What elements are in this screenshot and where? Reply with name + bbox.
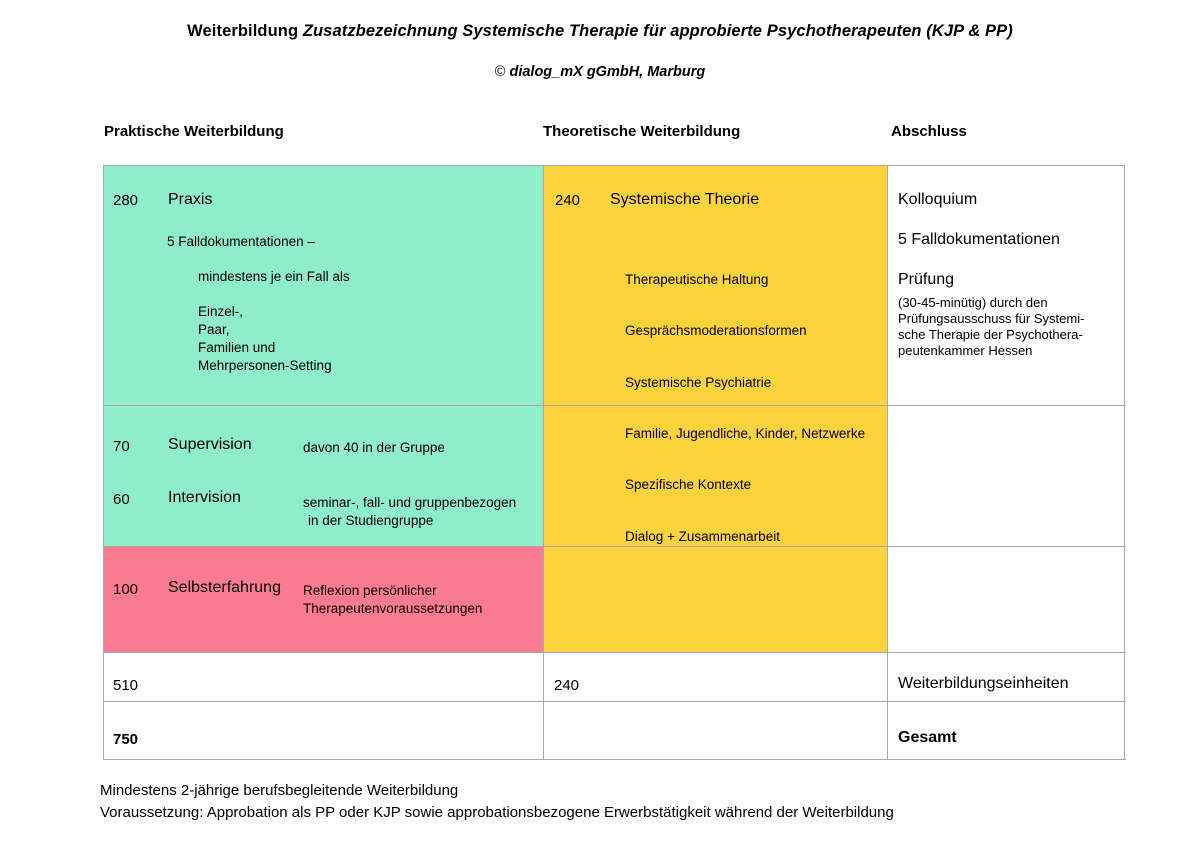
theory-item-4: Spezifische Kontexte [625, 477, 752, 492]
cell-selbsterfahrung [104, 547, 543, 652]
page-title-normal: Weiterbildung [187, 22, 303, 40]
column-header-completion: Abschluss [891, 123, 967, 140]
cell-supervision-intervision [104, 406, 543, 546]
praxis-setting-familien: Familien und [198, 340, 276, 355]
supervision-note: davon 40 in der Gruppe [303, 440, 445, 455]
completion-kolloquium: Kolloquium [898, 191, 978, 208]
completion-pruefung-line-1: Prüfungsausschuss für Systemi- [898, 311, 1085, 326]
copyright-icon: © [494, 64, 510, 80]
selbsterfahrung-label: Selbsterfahrung [168, 579, 281, 596]
total-label: Gesamt [898, 729, 957, 746]
completion-pruefung-title: Prüfung [898, 271, 955, 288]
praxis-setting-paar: Paar, [198, 322, 230, 337]
row-divider-5 [104, 759, 1126, 760]
theory-item-5: Dialog + Zusammenarbeit [625, 529, 780, 544]
selbsterfahrung-hours: 100 [113, 581, 139, 598]
completion-pruefung-line-3: peutenkammer Hessen [898, 343, 1033, 358]
intervision-hours: 60 [113, 491, 130, 508]
intervision-note-line1: seminar-, fall- und gruppenbezogen [303, 495, 517, 510]
completion-pruefung-line-2: sche Therapie der Psychothera- [898, 327, 1083, 342]
page-subtitle-text: dialog_mX gGmbH, Marburg [509, 64, 706, 80]
theory-label: Systemische Theorie [610, 191, 760, 208]
footer-line-2: Voraussetzung: Approbation als PP oder KJP sowie approbationsbezogene Erwerbstätigkeit während der Weiterbildung [100, 804, 894, 821]
selbsterfahrung-note-line1: Reflexion persönlicher [303, 583, 437, 598]
supervision-label: Supervision [168, 436, 252, 453]
praxis-sub-line: mindestens je ein Fall als [198, 269, 350, 284]
footer-notes [100, 780, 894, 824]
subtotal-theoretical: 240 [554, 677, 580, 694]
theory-item-0: Therapeutische Haltung [625, 272, 769, 287]
praxis-hours: 280 [113, 192, 139, 209]
row-subtotal [104, 653, 1126, 701]
theory-hours: 240 [555, 192, 581, 209]
subtotal-practical: 510 [113, 677, 139, 694]
page-subtitle [0, 64, 1200, 80]
cell-completion [888, 166, 1126, 405]
completion-pruefung-line-0: (30-45-minütig) durch den [898, 295, 1048, 310]
page-title [0, 22, 1200, 41]
completion-falldokumentationen: 5 Falldokumentationen [898, 231, 1060, 248]
total-practical: 750 [113, 731, 139, 748]
column-header-practical: Praktische Weiterbildung [104, 123, 284, 140]
cell-completion-empty-2 [888, 547, 1126, 652]
curriculum-table [103, 165, 1125, 760]
row-total [104, 702, 1126, 759]
cell-theoretical [544, 166, 887, 652]
theory-item-1: Gesprächsmoderationsformen [625, 323, 807, 338]
theory-item-2: Systemische Psychiatrie [625, 375, 772, 390]
selbsterfahrung-note-line2: Therapeutenvoraussetzungen [303, 601, 483, 616]
intervision-note-line2: in der Studiengruppe [308, 513, 434, 528]
theory-item-3: Familie, Jugendliche, Kinder, Netzwerke [625, 426, 866, 441]
cell-praxis [104, 166, 543, 405]
page-title-italic: Zusatzbezeichnung Systemische Therapie für approbierte Psychotherapeuten (KJP & PP) [302, 22, 1013, 40]
intervision-label: Intervision [168, 489, 241, 506]
cell-completion-empty-1 [888, 406, 1126, 546]
supervision-hours: 70 [113, 438, 130, 455]
column-header-theoretical: Theoretische Weiterbildung [543, 123, 741, 140]
praxis-doc-line: 5 Falldokumentationen – [167, 234, 315, 249]
footer-line-1: Mindestens 2-jährige berufsbegleitende Weiterbildung [100, 782, 459, 799]
praxis-setting-mehrpersonen: Mehrpersonen-Setting [198, 358, 332, 373]
praxis-label: Praxis [168, 191, 213, 208]
subtotal-label: Weiterbildungseinheiten [898, 675, 1069, 692]
praxis-setting-einzel: Einzel-, [198, 304, 244, 319]
